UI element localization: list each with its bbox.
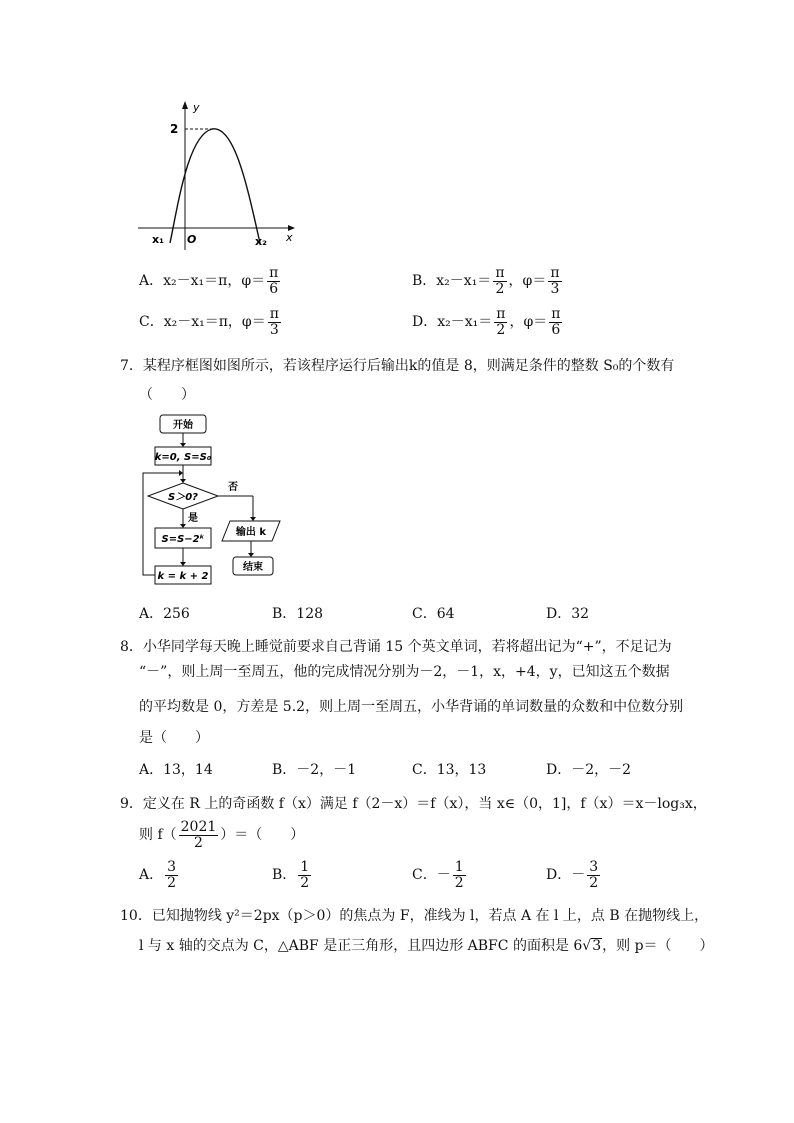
q9-line-2-suffix: ）＝（ ） bbox=[220, 827, 305, 844]
origin-label: O bbox=[187, 233, 197, 246]
fraction-num: π bbox=[269, 306, 279, 322]
q8-line-3: 的平均数是 0，方差是 5.2，则上周一至周五，小华背诵的单词数量的众数和中位数分别 bbox=[139, 699, 684, 715]
fraction-den: 2 bbox=[495, 280, 505, 297]
arrowhead-icon bbox=[248, 553, 254, 557]
fraction-num: π bbox=[551, 306, 561, 322]
q9-option-a[interactable] bbox=[139, 860, 180, 890]
flowchart-yes-label: 是 bbox=[188, 513, 198, 524]
q7-text: 7．某程序框图如图所示，若该程序运行后输出k的值是 8，则满足条件的整数 S₀的个数有 bbox=[120, 358, 675, 374]
q9-line-1: 9．定义在 R 上的奇函数 f（x）满足 f（2－x）＝f（x），当 x∈（0，1]，f（x）＝x－log₃x， bbox=[120, 796, 707, 812]
q6-option-c[interactable] bbox=[139, 307, 283, 337]
fraction-num: 3 bbox=[167, 859, 177, 875]
y-axis-label: y bbox=[193, 101, 200, 114]
q6-option-d-fraction-2 bbox=[549, 307, 562, 337]
q9-option-c-fraction bbox=[453, 860, 466, 890]
q8-option-c[interactable]: C．13，13 bbox=[412, 762, 487, 778]
arrowhead-icon bbox=[180, 562, 186, 566]
q7-paren: （ ） bbox=[139, 387, 195, 403]
minus-sign: － bbox=[571, 867, 586, 884]
q6-option-b-fraction-1 bbox=[493, 266, 506, 296]
fraction-den: 6 bbox=[269, 280, 279, 297]
sine-graph bbox=[130, 95, 305, 255]
q9-fraction bbox=[179, 820, 219, 850]
fraction-num: 1 bbox=[454, 859, 464, 875]
q9-line-2 bbox=[139, 820, 304, 850]
max-value-label: 2 bbox=[170, 122, 179, 136]
q9-option-a-fraction bbox=[165, 860, 178, 890]
x1-label: x₁ bbox=[152, 233, 164, 246]
flowchart-init-label: k=0, S=S₀ bbox=[154, 452, 212, 463]
q10-line-2 bbox=[139, 935, 714, 955]
q6-option-a-prefix: A．x₂－x₁＝π，φ＝ bbox=[139, 273, 266, 290]
arrowhead-icon bbox=[180, 479, 186, 483]
arrowhead-icon bbox=[179, 470, 183, 476]
fraction-num: 2021 bbox=[180, 819, 217, 835]
fraction-den: 3 bbox=[550, 280, 560, 297]
q6-option-d[interactable] bbox=[412, 307, 564, 337]
x2-label: x₂ bbox=[255, 235, 267, 248]
option-label: C． bbox=[412, 867, 437, 884]
fraction-num: π bbox=[496, 306, 506, 322]
q7-option-c[interactable]: C．64 bbox=[412, 606, 455, 622]
q6-option-d-mid: ，φ＝ bbox=[509, 314, 548, 331]
flowchart-increment-label: k = k + 2 bbox=[157, 571, 209, 582]
q6-option-b-fraction-2 bbox=[548, 266, 561, 296]
q7-option-a[interactable]: A．256 bbox=[139, 606, 190, 622]
q6-option-b-mid: ，φ＝ bbox=[508, 273, 547, 290]
arrowhead-icon bbox=[180, 443, 186, 447]
q8-line-4: 是（ ） bbox=[139, 730, 209, 746]
arrowhead-icon bbox=[250, 517, 256, 521]
flowchart-start-label: 开始 bbox=[173, 420, 193, 431]
y-axis-arrow-icon bbox=[182, 101, 188, 109]
sqrt-symbol: √ bbox=[582, 938, 592, 954]
q10-line-1: 10．已知抛物线 y²＝2px（p＞0）的焦点为 F，准线为 l，若点 A 在 l 上，点 B 在抛物线上， bbox=[120, 908, 709, 924]
q8-option-b[interactable]: B．－2，－1 bbox=[272, 762, 357, 778]
fraction-den: 2 bbox=[300, 874, 310, 891]
q6-option-c-fraction bbox=[268, 307, 281, 337]
sqrt-value: 3 bbox=[592, 938, 602, 954]
fraction-num: 3 bbox=[589, 859, 599, 875]
q9-option-b-fraction bbox=[298, 860, 311, 890]
fraction-den: 2 bbox=[454, 874, 464, 891]
flowchart-update-label: S=S−2ᵏ bbox=[161, 534, 205, 545]
fraction-den: 2 bbox=[167, 874, 177, 891]
q6-option-b[interactable] bbox=[412, 266, 564, 296]
q10-line-2-suffix: ，则 p＝（ ） bbox=[602, 938, 714, 954]
sine-curve bbox=[170, 129, 260, 243]
q9-line-2-prefix: 则 f（ bbox=[139, 827, 177, 844]
q6-option-d-prefix: D．x₂－x₁＝ bbox=[412, 314, 493, 331]
flowchart-decision-label: S＞0? bbox=[168, 492, 198, 503]
x-axis-label: x bbox=[286, 231, 293, 244]
flowchart-no-label: 否 bbox=[228, 482, 238, 493]
q6-option-a-fraction bbox=[267, 266, 280, 296]
q9-option-b[interactable] bbox=[272, 860, 313, 890]
fraction-num: π bbox=[550, 265, 560, 281]
q6-option-b-prefix: B．x₂－x₁＝ bbox=[412, 273, 492, 290]
q6-option-d-fraction-1 bbox=[494, 307, 507, 337]
q7-option-d[interactable]: D．32 bbox=[546, 606, 590, 622]
fraction-num: π bbox=[269, 265, 279, 281]
q8-line-1: 8．小华同学每天晚上睡觉前要求自己背诵 15 个英文单词，若将超出记为“+”，不足记为 bbox=[120, 639, 672, 655]
q7-option-b[interactable]: B．128 bbox=[272, 606, 324, 622]
option-label: D． bbox=[546, 867, 572, 884]
fraction-den: 2 bbox=[194, 834, 203, 851]
arrowhead-icon bbox=[180, 524, 186, 528]
q6-option-a[interactable] bbox=[139, 266, 282, 296]
fraction-den: 2 bbox=[496, 321, 506, 338]
option-label: B． bbox=[272, 867, 297, 884]
q8-option-d[interactable]: D．－2，－2 bbox=[546, 762, 632, 778]
flowchart-end-label: 结束 bbox=[243, 562, 263, 573]
fraction-den: 6 bbox=[551, 321, 561, 338]
q9-option-d[interactable] bbox=[546, 860, 602, 890]
q8-line-2: “－”，则上周一至周五，他的完成情况分别为－2，－1，x，+4，y，已知这五个数据 bbox=[139, 664, 670, 680]
flowchart-output-label: 输出 k bbox=[235, 527, 267, 538]
fraction-num: 1 bbox=[300, 859, 310, 875]
q8-option-a[interactable]: A．13，14 bbox=[139, 762, 213, 778]
q10-line-2-prefix: l 与 x 轴的交点为 C，△ABF 是正三角形，且四边形 ABFC 的面积是 6 bbox=[139, 938, 583, 954]
fraction-den: 3 bbox=[269, 321, 279, 338]
fraction-den: 2 bbox=[589, 874, 599, 891]
flowchart bbox=[138, 410, 298, 590]
q9-option-d-fraction bbox=[587, 860, 600, 890]
q6-option-c-prefix: C．x₂－x₁＝π，φ＝ bbox=[139, 314, 266, 331]
q9-option-c[interactable] bbox=[412, 860, 468, 890]
option-label: A． bbox=[139, 867, 164, 884]
minus-sign: － bbox=[436, 867, 451, 884]
fraction-num: π bbox=[495, 265, 505, 281]
